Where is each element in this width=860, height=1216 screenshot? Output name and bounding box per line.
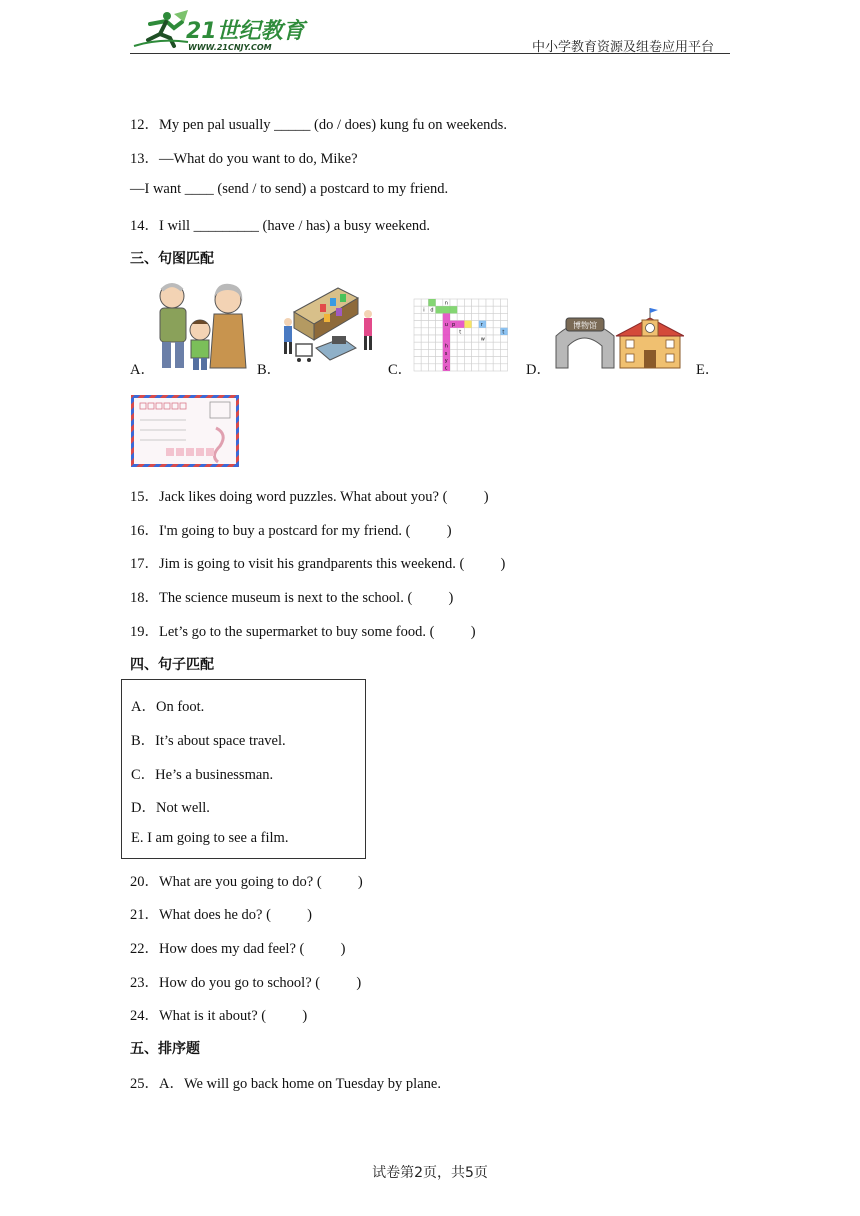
section-5-title: 五、排序题 [130, 1041, 200, 1057]
question-13-answer-line: —I want ____ (send / to send) a postcard to my friend. [130, 181, 449, 197]
puzzle-cell [428, 299, 435, 306]
question-24: 24．What is it about? ( ) [130, 1008, 308, 1024]
puzzle-letter: h [444, 343, 448, 350]
question-23: 23．How do you go to school? ( ) [130, 975, 362, 991]
puzzle-letter: t [502, 329, 505, 336]
logo-text: 21世纪教育 [186, 19, 305, 44]
question-19: 19．Let’s go to the supermarket to buy some food. ( ) [130, 624, 476, 640]
puzzle-letter: c [444, 365, 448, 372]
question-12: 12．My pen pal usually _____ (do / does) kung fu on weekends. [130, 117, 507, 133]
picture-label-c: C． [388, 362, 413, 378]
picture-label-a: A． [130, 362, 155, 378]
option-d: D．Not well. [131, 800, 210, 816]
answer-options-box [121, 679, 366, 859]
puzzle-letter: u [444, 322, 448, 329]
postcard-picture [130, 394, 240, 468]
header-platform-text: 中小学教育资源及组卷应用平台 [531, 40, 714, 55]
question-15: 15．Jack likes doing word puzzles. What about you? ( ) [130, 489, 489, 505]
puzzle-letter: i [423, 307, 425, 314]
picture-label-e: E． [696, 362, 720, 378]
question-20: 20．What are you going to do? ( ) [130, 874, 363, 890]
option-b: B．It’s about space travel. [131, 733, 286, 749]
question-14: 14．I will _________ (have / has) a busy weekend. [130, 218, 431, 234]
puzzle-letter: r [480, 322, 483, 329]
question-16: 16．I'm going to buy a postcard for my friend. ( ) [130, 523, 452, 539]
museum-sign-text: 博物馆 [573, 321, 597, 330]
puzzle-cell [443, 306, 450, 313]
section-4-title: 四、句子匹配 [130, 657, 214, 673]
puzzle-cell [450, 306, 457, 313]
question-18: 18．The science museum is next to the school. ( ) [130, 590, 454, 606]
picture-label-b: B． [257, 362, 282, 378]
option-a: A．On foot. [131, 699, 205, 715]
puzzle-cell [464, 321, 471, 328]
question-25-a: 25．A．We will go back home on Tuesday by plane. [130, 1076, 441, 1092]
question-22: 22．How does my dad feel? ( ) [130, 941, 346, 957]
puzzle-cell [443, 328, 450, 335]
supermarket-picture [280, 282, 380, 372]
puzzle-cell [443, 335, 450, 342]
question-21: 21．What does he do? ( ) [130, 907, 313, 923]
header-divider [130, 53, 730, 54]
puzzle-letter: y [444, 358, 448, 365]
runner-icon [134, 10, 188, 46]
puzzle-cell [457, 321, 464, 328]
site-logo [130, 8, 310, 52]
museum-school-picture [554, 306, 684, 372]
grandparents-picture [150, 280, 250, 372]
word-puzzle-picture [413, 298, 509, 372]
puzzle-letter: w [480, 336, 485, 343]
puzzle-letter: p [452, 322, 456, 329]
puzzle-letter: d [430, 307, 434, 314]
option-c: C．He’s a businessman. [131, 767, 274, 783]
puzzle-letter: t [459, 329, 462, 336]
picture-label-d: D． [526, 362, 551, 378]
section-3-title: 三、句图匹配 [130, 251, 214, 267]
option-e: E. I am going to see a film. [131, 830, 289, 846]
puzzle-letter: n [444, 300, 448, 307]
question-17: 17．Jim is going to visit his grandparents this weekend. ( ) [130, 556, 506, 572]
puzzle-cell [443, 313, 450, 320]
puzzle-cell [436, 306, 443, 313]
question-13: 13．—What do you want to do, Mike? [130, 151, 358, 167]
logo-url-text: WWW.21CNJY.COM [188, 43, 272, 52]
puzzle-letter: s [444, 350, 448, 357]
page-footer: 试卷第2页，共5页 [372, 1165, 488, 1181]
